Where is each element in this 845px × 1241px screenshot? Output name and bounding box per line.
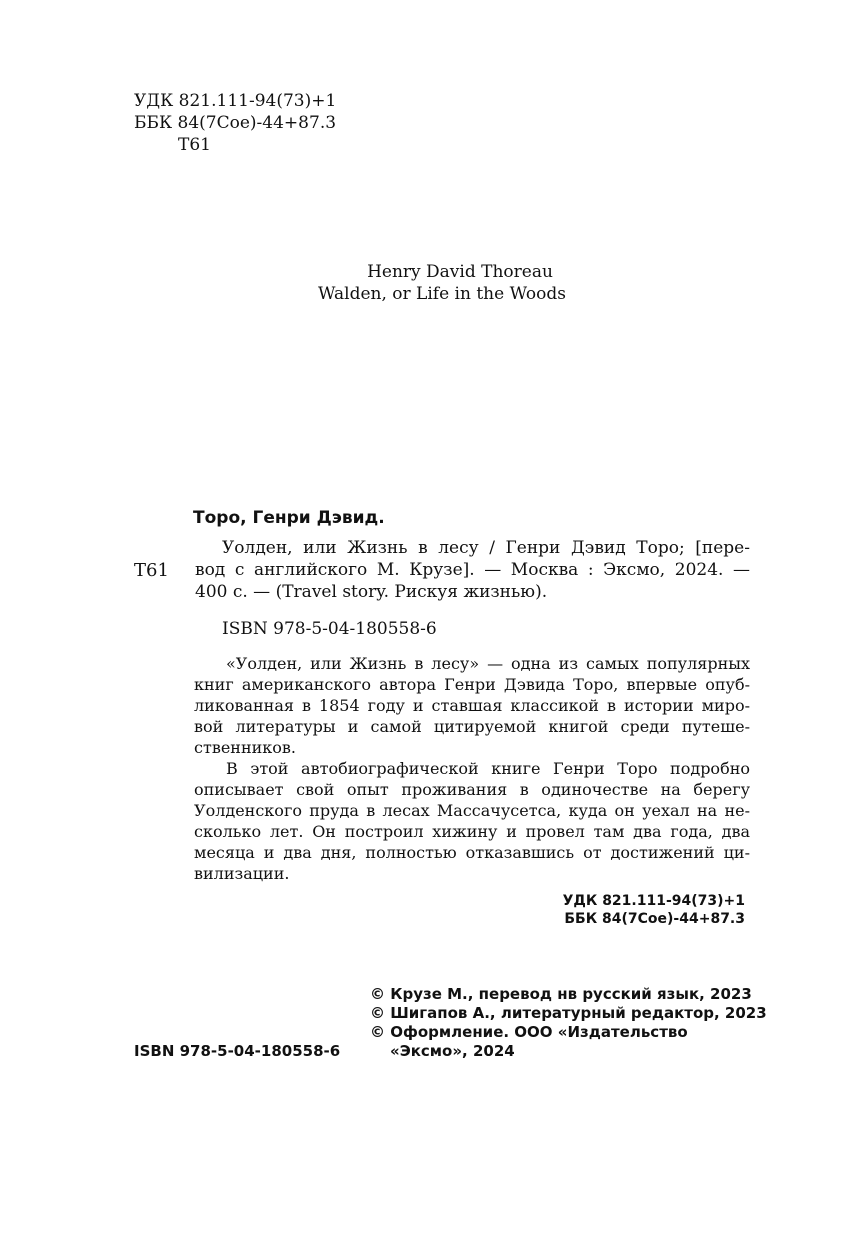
udk-code: УДК 821.111-94(73)+1	[134, 91, 337, 111]
annotation-line: описывает свой опыт проживания в одиночестве на берегу	[194, 780, 750, 799]
copyright-line: «Эксмо», 2024	[390, 1042, 515, 1060]
original-author: Henry David Thoreau	[367, 262, 553, 282]
annotation-line: вилизации.	[194, 864, 290, 883]
footer-isbn: ISBN 978-5-04-180558-6	[134, 1042, 341, 1060]
annotation-line: ликованная в 1854 году и ставшая классикой в истории миро-	[194, 696, 750, 715]
catalog-isbn: ISBN 978-5-04-180558-6	[222, 619, 437, 639]
annotation-line: книг американского автора Генри Дэвида Торо, впервые опуб-	[194, 675, 750, 694]
copyright-line: © Оформление. ООО «Издательство	[370, 1023, 688, 1041]
annotation-line: ственников.	[194, 738, 297, 757]
annotation-line: сколько лет. Он построил хижину и провел там два года, два	[194, 822, 750, 841]
copyright-block	[370, 985, 767, 1061]
footer-udk: УДК 821.111-94(73)+1	[562, 893, 745, 909]
bbk-code: ББК 84(7Сое)-44+87.3	[134, 113, 337, 133]
bibliographic-entry	[195, 537, 750, 603]
copyright-line: © Крузе М., перевод нв русский язык, 2023	[370, 985, 752, 1003]
annotation-line: «Уолден, или Жизнь в лесу» — одна из самых популярных	[226, 654, 750, 673]
annotation-line: Уолденского пруда в лесах Массачусетса, куда он уехал на не-	[194, 801, 750, 820]
copyright-line: © Шигапов А., литературный редактор, 2023	[370, 1004, 767, 1022]
original-title: Walden, or Life in the Woods	[318, 284, 566, 304]
footer-bbk: ББК 84(7Сое)-44+87.3	[564, 911, 745, 927]
annotation-line: В этой автобиографической книге Генри Торо подробно	[226, 759, 750, 778]
entry-line: 400 с. — (Travel story. Рискуя жизнью).	[195, 582, 548, 602]
entry-line: Уолден, или Жизнь в лесу / Генри Дэвид Торо; [пере-	[222, 538, 750, 558]
catalog-author-mark: Т61	[134, 560, 169, 581]
entry-line: вод с английского М. Крузе]. — Москва : Эксмо, 2024. —	[195, 560, 750, 580]
catalog-author-heading: Торо, Генри Дэвид.	[193, 508, 385, 528]
annotation	[194, 653, 750, 884]
annotation-line: вой литературы и самой цитируемой книгой среди путеше-	[194, 717, 750, 736]
author-code: Т61	[178, 135, 211, 155]
annotation-line: месяца и два дня, полностью отказавшись от достижений ци-	[194, 843, 750, 862]
